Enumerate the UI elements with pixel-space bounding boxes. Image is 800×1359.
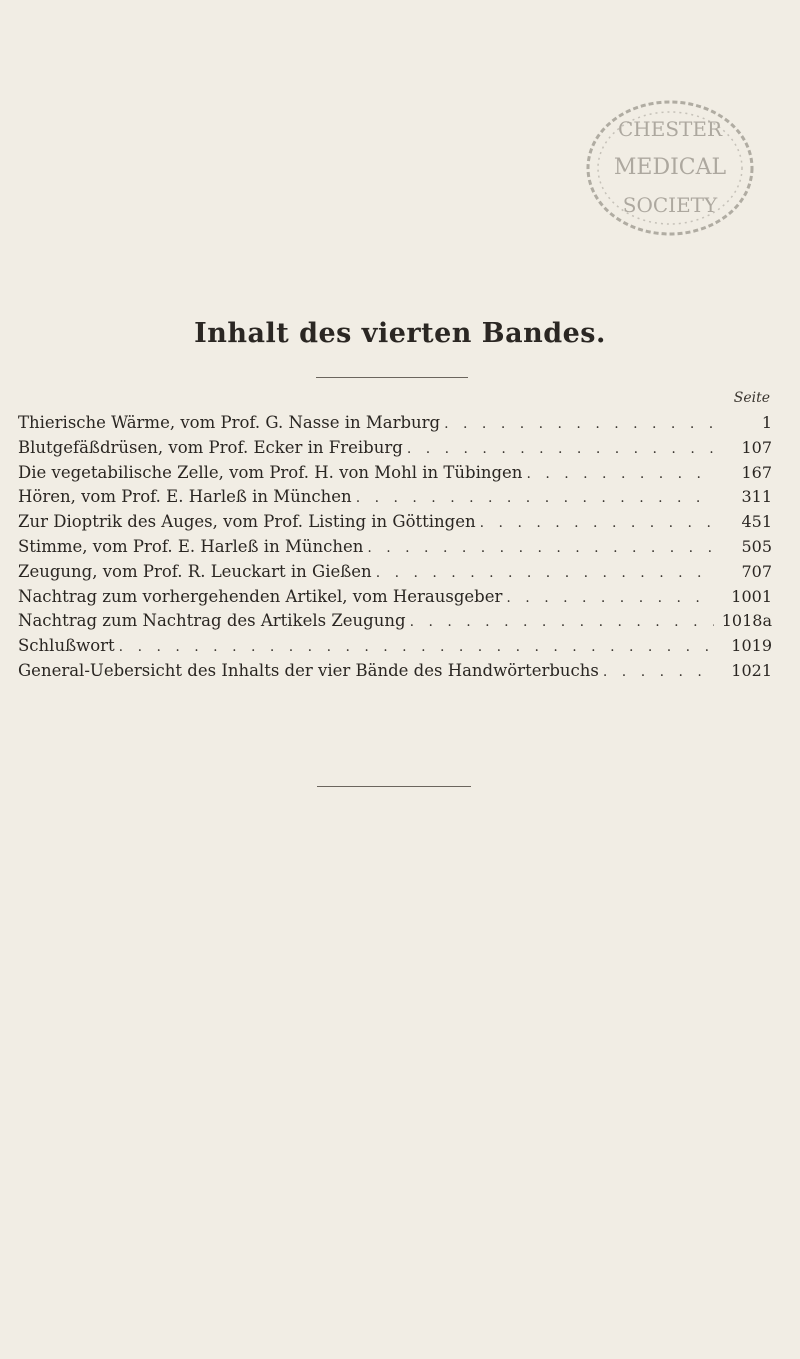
toc-page-number: 707	[741, 561, 772, 581]
toc-entry	[18, 562, 772, 587]
toc-entry-text: Schlußwort	[18, 636, 115, 656]
toc-entry	[18, 487, 772, 512]
toc-entry-text: Hören, vom Prof. E. Harleß in München	[18, 487, 352, 507]
leader-dots	[444, 416, 714, 432]
leader-dots	[506, 590, 714, 606]
toc-entry	[18, 661, 772, 686]
toc-entry	[18, 636, 772, 661]
stamp-text-bottom: SOCIETY	[622, 193, 718, 217]
leader-dots	[526, 466, 714, 482]
stamp-text-top: CHESTER	[617, 117, 723, 141]
toc-page-number: 451	[741, 512, 772, 532]
toc-page-number: 107	[741, 437, 772, 457]
table-of-contents	[18, 413, 772, 686]
toc-entry-text: Nachtrag zum Nachtrag des Artikels Zeugung	[18, 611, 406, 631]
toc-page-number: 1	[761, 413, 772, 432]
toc-entry-text: Zur Dioptrik des Auges, vom Prof. Listing in Göttingen	[18, 512, 476, 532]
toc-entry-text: Nachtrag zum vorhergehenden Artikel, vom Herausgeber	[18, 586, 503, 606]
toc-page-number: 1001	[731, 586, 772, 606]
library-stamp-icon	[578, 88, 760, 246]
toc-page-number: 167	[741, 462, 772, 482]
toc-entry	[18, 438, 772, 463]
leader-dots	[367, 540, 714, 556]
leader-dots	[356, 490, 714, 506]
leader-dots	[480, 515, 714, 531]
toc-entry	[18, 611, 772, 636]
toc-entry-text: General-Uebersicht des Inhalts der vier Bände des Handwörterbuchs	[18, 660, 599, 680]
stamp-text-middle: MEDICAL	[613, 155, 727, 180]
bottom-divider	[317, 786, 471, 787]
title-divider	[316, 377, 468, 378]
toc-page-number: 1019	[731, 636, 772, 656]
toc-entry	[18, 413, 772, 438]
toc-page-number: 505	[741, 536, 772, 556]
leader-dots	[407, 441, 714, 457]
toc-entry	[18, 512, 772, 537]
leader-dots	[603, 664, 714, 680]
page-title: Inhalt des vierten Bandes.	[194, 318, 606, 349]
leader-dots	[119, 639, 714, 655]
toc-entry-text: Thierische Wärme, vom Prof. G. Nasse in Marburg	[18, 413, 441, 432]
toc-entry	[18, 537, 772, 562]
toc-page-number: 311	[741, 487, 772, 507]
toc-entry	[18, 463, 772, 488]
toc-page-number: 1018a	[721, 611, 772, 631]
page-column-label: Seite	[733, 390, 770, 406]
toc-entry-text: Zeugung, vom Prof. R. Leuckart in Gießen	[18, 561, 372, 581]
toc-page-number: 1021	[731, 660, 772, 680]
leader-dots	[410, 614, 714, 630]
toc-entry-text: Blutgefäßdrüsen, vom Prof. Ecker in Freiburg	[18, 437, 403, 457]
leader-dots	[376, 565, 714, 581]
toc-entry-text: Stimme, vom Prof. E. Harleß in München	[18, 536, 364, 556]
toc-entry-text: Die vegetabilische Zelle, vom Prof. H. von Mohl in Tübingen	[18, 462, 523, 482]
toc-entry	[18, 587, 772, 612]
